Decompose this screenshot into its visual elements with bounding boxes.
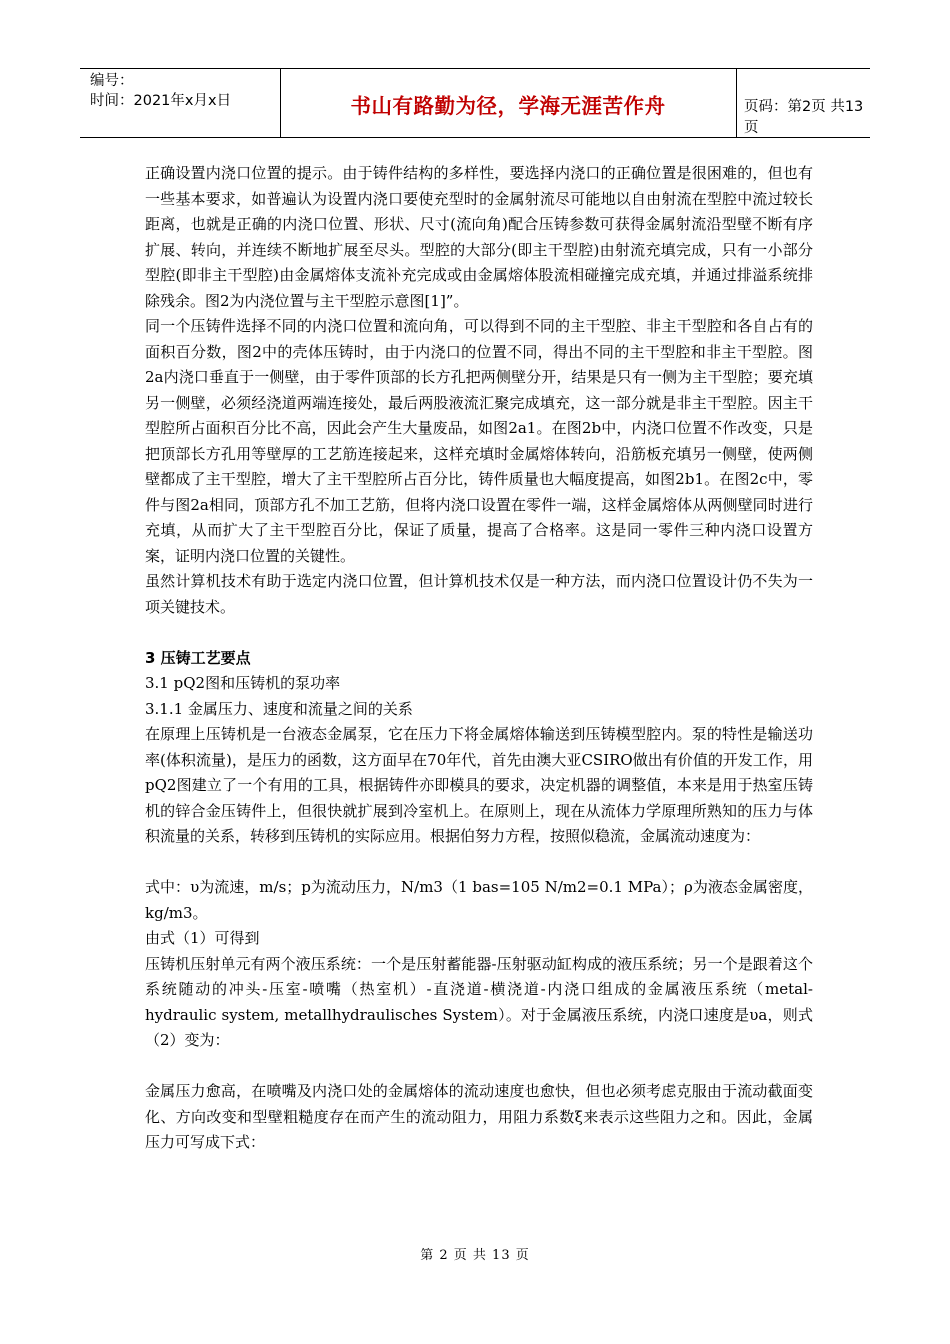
paragraph: 虽然计算机技术有助于选定内浇口位置，但计算机技术仅是一种方法，而内浇口位置设计仍不失为一项关键技术。	[145, 572, 813, 616]
paragraph: 由式（1）可得到	[145, 929, 260, 947]
equation-placeholder	[145, 850, 813, 876]
header-left-cell	[80, 69, 281, 137]
spacer	[145, 620, 813, 646]
paragraph: 在原理上压铸机是一台液态金属泵，它在压力下将金属熔体输送到压铸模型腔内。泵的特性是输送功率(体积流量)，是压力的函数，这方面早在70年代，首先由澳大亚CSIRO做出有价值的开发工作，用pQ2图建立了一个有用的工具，根据铸件亦即模具的要求，决定机器的调整值，本来是用于热室压铸机的锌合金压铸件上，但很快就扩展到冷室机上。在原则上，现在从流体力学原理所熟知的压力与体积流量的关系，转移到压铸机的实际应用。根据伯努力方程，按照似稳流，金属流动速度为：	[145, 725, 813, 845]
header-motto-cell	[280, 69, 737, 137]
paragraph: 压铸机压射单元有两个液压系统：一个是压射蓄能器-压射驱动缸构成的液压系统；另一个是跟着这个系统随动的冲头-压室-喷嘴（热室机）-直浇道-横浇道-内浇口组成的金属液压系统（metal-hydraulic system, metallhydraulisches System）。对于金属液压系统，内浇口速度是υa，则式（2）变为：	[145, 954, 813, 1049]
subsection-heading: 3.1 pQ2图和压铸机的泵功率	[145, 674, 341, 692]
equation-placeholder	[145, 1054, 813, 1080]
date-label: 时间：2021年x月x日	[90, 93, 232, 109]
document-number-label: 编号：	[90, 73, 134, 89]
paragraph: 金属压力愈高，在喷嘴及内浇口处的金属熔体的流动速度也愈快，但也必须考虑克服由于流动截面变化、方向改变和型壁粗糙度存在而产生的流动阻力，用阻力系数ξ来表示这些阻力之和。因此，金属压力可写成下式：	[145, 1082, 813, 1151]
subsubsection-heading: 3.1.1 金属压力、速度和流量之间的关系	[145, 699, 413, 718]
paragraph: 同一个压铸件选择不同的内浇口位置和流向角，可以得到不同的主干型腔、非主干型腔和各自占有的面积百分数，图2中的壳体压铸时，由于内浇口的位置不同，得出不同的主干型腔和非主干型腔。图2a内浇口垂直于一侧壁，由于零件顶部的长方孔把两侧壁分开，结果是只有一侧为主干型腔；要充填另一侧壁，必须经浇道两端连接处，最后两股液流汇聚完成填充，这一部分就是非主干型腔。因主干型腔所占面积百分比不高，因此会产生大量废品，如图2a1。在图2b中，内浇口位置不作改变，只是把顶部长方孔用等壁厚的工艺筋连接起来，这样充填时金属熔体转向，沿筋板充填另一侧壁，使两侧壁都成了主干型腔，增大了主干型腔所占百分比，铸件质量也大幅度提高，如图2b1。在图2c中，零件与图2a相同，顶部方孔不加工艺筋，但将内浇口设置在零件一端，这样金属熔体从两侧壁同时进行充填，从而扩大了主干型腔百分比，保证了质量，提高了合格率。这是同一零件三种内浇口设置方案，证明内浇口位置的关键性。	[145, 317, 813, 565]
page-footer: 第 2 页 共 13 页	[420, 1248, 530, 1263]
motto-text: 书山有路勤为径，学海无涯苦作舟	[350, 94, 666, 118]
header-page-cell	[736, 69, 870, 137]
paragraph: 式中：υ为流速，m/s；p为流动压力，N/m3（1 bas=105 N/m2=0.1 MPa）；ρ为液态金属密度，kg/m3。	[145, 878, 813, 922]
section-heading: 3 压铸工艺要点	[145, 648, 251, 667]
document-body	[145, 161, 813, 1156]
paragraph: 正确设置内浇口位置的提示。由于铸件结构的多样性，要选择内浇口的正确位置是很困难的，但也有一些基本要求，如普遍认为设置内浇口要使充型时的金属射流尽可能地以自由射流在型腔中流过较长距离，也就是正确的内浇口位置、形状、尺寸(流向角)配合压铸参数可获得金属射流沿型壁不断有序扩展、转向，并连续不断地扩展至尽头。型腔的大部分(即主干型腔)由射流充填完成，只有一小部分型腔(即非主干型腔)由金属熔体支流补充完成或由金属熔体股流相碰撞完成充填，并通过排溢系统排除残余。图2为内浇位置与主干型腔示意图[1]”。	[145, 164, 813, 310]
page-header	[80, 68, 870, 138]
page-number-info: 页码：第2页 共13页	[744, 99, 864, 136]
